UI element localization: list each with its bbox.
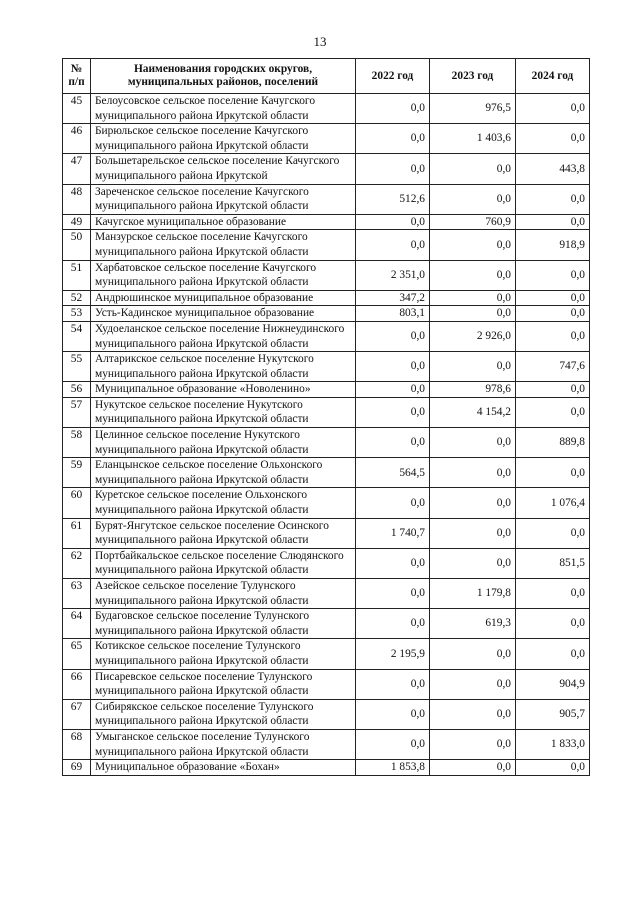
row-value-2024: 0,0 [516, 609, 590, 639]
header-2023: 2023 год [430, 59, 516, 94]
row-value-2022: 0,0 [356, 428, 430, 458]
table-row [63, 382, 590, 398]
row-number: 68 [63, 729, 91, 759]
row-name: Портбайкальское сельское поселение Слюдянского муниципального района Иркутской области [91, 548, 356, 578]
table-row [63, 760, 590, 776]
row-number: 52 [63, 290, 91, 306]
row-number: 69 [63, 760, 91, 776]
row-value-2024: 0,0 [516, 579, 590, 609]
header-num: № п/п [63, 59, 91, 94]
row-value-2022: 803,1 [356, 306, 430, 322]
row-value-2022: 0,0 [356, 352, 430, 382]
table-row [63, 488, 590, 518]
row-value-2024: 851,5 [516, 548, 590, 578]
row-number: 58 [63, 428, 91, 458]
row-value-2024: 0,0 [516, 458, 590, 488]
row-value-2023: 760,9 [430, 214, 516, 230]
table-row [63, 548, 590, 578]
table-row [63, 321, 590, 351]
row-value-2022: 1 740,7 [356, 518, 430, 548]
table-row [63, 579, 590, 609]
row-name: Манзурское сельское поселение Качугского муниципального района Иркутской области [91, 230, 356, 260]
row-value-2022: 2 351,0 [356, 260, 430, 290]
row-value-2024: 1 833,0 [516, 729, 590, 759]
row-name: Еланцынское сельское поселение Ольхонского муниципального района Иркутской области [91, 458, 356, 488]
row-number: 49 [63, 214, 91, 230]
page-number: 13 [313, 34, 327, 49]
row-name: Муниципальное образование «Бохан» [91, 760, 356, 776]
row-value-2023: 0,0 [430, 488, 516, 518]
row-value-2022: 0,0 [356, 94, 430, 124]
table-row [63, 609, 590, 639]
row-value-2023: 0,0 [430, 729, 516, 759]
row-value-2022: 0,0 [356, 699, 430, 729]
row-value-2023: 0,0 [430, 230, 516, 260]
header-2022: 2022 год [356, 59, 430, 94]
table-row [63, 518, 590, 548]
row-value-2024: 0,0 [516, 382, 590, 398]
row-value-2023: 0,0 [430, 260, 516, 290]
row-name: Будаговское сельское поселение Тулунского муниципального района Иркутской области [91, 609, 356, 639]
table-row [63, 428, 590, 458]
row-value-2023: 0,0 [430, 760, 516, 776]
row-value-2023: 0,0 [430, 352, 516, 382]
table-row [63, 260, 590, 290]
row-value-2023: 2 926,0 [430, 321, 516, 351]
row-name: Бирюльское сельское поселение Качугского муниципального района Иркутской области [91, 124, 356, 154]
table-row [63, 639, 590, 669]
row-number: 67 [63, 699, 91, 729]
row-name: Алтарикское сельское поселение Нукутского муниципального района Иркутской области [91, 352, 356, 382]
row-name: Нукутское сельское поселение Нукутского муниципального района Иркутской области [91, 397, 356, 427]
row-value-2023: 0,0 [430, 458, 516, 488]
row-value-2024: 1 076,4 [516, 488, 590, 518]
row-name: Целинное сельское поселение Нукутского муниципального района Иркутской области [91, 428, 356, 458]
row-name: Качугское муниципальное образование [91, 214, 356, 230]
row-value-2023: 0,0 [430, 290, 516, 306]
table-row [63, 214, 590, 230]
table-row [63, 154, 590, 184]
row-number: 62 [63, 548, 91, 578]
row-value-2022: 0,0 [356, 230, 430, 260]
row-name: Куретское сельское поселение Ольхонского муниципального района Иркутской области [91, 488, 356, 518]
row-name: Писаревское сельское поселение Тулунского муниципального района Иркутской области [91, 669, 356, 699]
row-value-2022: 0,0 [356, 548, 430, 578]
row-value-2024: 0,0 [516, 290, 590, 306]
table-row [63, 184, 590, 214]
row-number: 53 [63, 306, 91, 322]
row-value-2024: 0,0 [516, 124, 590, 154]
row-name: Большетарельское сельское поселение Качугского муниципального района Иркутской [91, 154, 356, 184]
row-value-2023: 978,6 [430, 382, 516, 398]
row-value-2023: 0,0 [430, 518, 516, 548]
table-row [63, 124, 590, 154]
row-value-2024: 443,8 [516, 154, 590, 184]
row-value-2022: 347,2 [356, 290, 430, 306]
table-row [63, 458, 590, 488]
row-value-2022: 2 195,9 [356, 639, 430, 669]
row-value-2024: 0,0 [516, 760, 590, 776]
row-number: 56 [63, 382, 91, 398]
row-number: 54 [63, 321, 91, 351]
row-value-2024: 0,0 [516, 639, 590, 669]
row-number: 65 [63, 639, 91, 669]
row-name: Харбатовское сельское поселение Качугского муниципального района Иркутской области [91, 260, 356, 290]
table-row [63, 306, 590, 322]
table-row [63, 352, 590, 382]
row-value-2023: 0,0 [430, 306, 516, 322]
row-value-2023: 0,0 [430, 548, 516, 578]
row-value-2024: 904,9 [516, 669, 590, 699]
row-value-2023: 0,0 [430, 699, 516, 729]
row-number: 66 [63, 669, 91, 699]
row-name: Андрюшинское муниципальное образование [91, 290, 356, 306]
row-value-2023: 0,0 [430, 639, 516, 669]
row-value-2022: 1 853,8 [356, 760, 430, 776]
row-number: 47 [63, 154, 91, 184]
row-value-2023: 976,5 [430, 94, 516, 124]
row-value-2024: 0,0 [516, 518, 590, 548]
row-value-2022: 512,6 [356, 184, 430, 214]
row-number: 51 [63, 260, 91, 290]
row-number: 60 [63, 488, 91, 518]
row-number: 55 [63, 352, 91, 382]
row-value-2024: 0,0 [516, 260, 590, 290]
row-value-2024: 918,9 [516, 230, 590, 260]
row-number: 50 [63, 230, 91, 260]
table-row [63, 699, 590, 729]
row-value-2024: 0,0 [516, 214, 590, 230]
row-number: 59 [63, 458, 91, 488]
row-name: Худоеланское сельское поселение Нижнеудинского муниципального района Иркутской области [91, 321, 356, 351]
row-number: 57 [63, 397, 91, 427]
row-name: Усть-Кадинское муниципальное образование [91, 306, 356, 322]
row-name: Азейское сельское поселение Тулунского муниципального района Иркутской области [91, 579, 356, 609]
row-value-2024: 747,6 [516, 352, 590, 382]
row-name: Умыганское сельское поселение Тулунского муниципального района Иркутской области [91, 729, 356, 759]
row-value-2022: 0,0 [356, 397, 430, 427]
row-value-2022: 564,5 [356, 458, 430, 488]
header-name: Наименования городских округов, муниципальных районов, поселений [91, 59, 356, 94]
row-value-2022: 0,0 [356, 609, 430, 639]
row-name: Сибирякское сельское поселение Тулунского муниципального района Иркутской области [91, 699, 356, 729]
row-value-2024: 0,0 [516, 397, 590, 427]
row-value-2023: 1 179,8 [430, 579, 516, 609]
row-value-2022: 0,0 [356, 321, 430, 351]
row-value-2022: 0,0 [356, 124, 430, 154]
table-row [63, 290, 590, 306]
row-value-2024: 0,0 [516, 321, 590, 351]
row-name: Муниципальное образование «Новоленино» [91, 382, 356, 398]
row-value-2024: 889,8 [516, 428, 590, 458]
table-row [63, 94, 590, 124]
row-value-2023: 0,0 [430, 669, 516, 699]
row-value-2023: 0,0 [430, 428, 516, 458]
row-value-2024: 0,0 [516, 94, 590, 124]
row-value-2022: 0,0 [356, 488, 430, 518]
row-value-2024: 905,7 [516, 699, 590, 729]
row-value-2022: 0,0 [356, 382, 430, 398]
row-value-2023: 0,0 [430, 154, 516, 184]
table-row [63, 397, 590, 427]
row-number: 46 [63, 124, 91, 154]
header-2024: 2024 год [516, 59, 590, 94]
table-row [63, 729, 590, 759]
row-name: Котикское сельское поселение Тулунского муниципального района Иркутской области [91, 639, 356, 669]
row-value-2022: 0,0 [356, 669, 430, 699]
row-value-2024: 0,0 [516, 184, 590, 214]
row-value-2022: 0,0 [356, 729, 430, 759]
header-row [63, 59, 590, 94]
row-value-2022: 0,0 [356, 154, 430, 184]
row-number: 61 [63, 518, 91, 548]
row-value-2023: 4 154,2 [430, 397, 516, 427]
row-name: Бурят-Янгутское сельское поселение Осинского муниципального района Иркутской области [91, 518, 356, 548]
row-number: 63 [63, 579, 91, 609]
row-value-2024: 0,0 [516, 306, 590, 322]
budget-table [62, 58, 590, 776]
table-row [63, 230, 590, 260]
table-row [63, 669, 590, 699]
row-value-2022: 0,0 [356, 579, 430, 609]
row-value-2023: 0,0 [430, 184, 516, 214]
row-value-2023: 619,3 [430, 609, 516, 639]
row-number: 45 [63, 94, 91, 124]
table-body [63, 94, 590, 776]
table-header [63, 59, 590, 94]
row-value-2023: 1 403,6 [430, 124, 516, 154]
row-name: Зареченское сельское поселение Качугского муниципального района Иркутской области [91, 184, 356, 214]
row-name: Белоусовское сельское поселение Качугского муниципального района Иркутской области [91, 94, 356, 124]
row-number: 48 [63, 184, 91, 214]
row-number: 64 [63, 609, 91, 639]
row-value-2022: 0,0 [356, 214, 430, 230]
